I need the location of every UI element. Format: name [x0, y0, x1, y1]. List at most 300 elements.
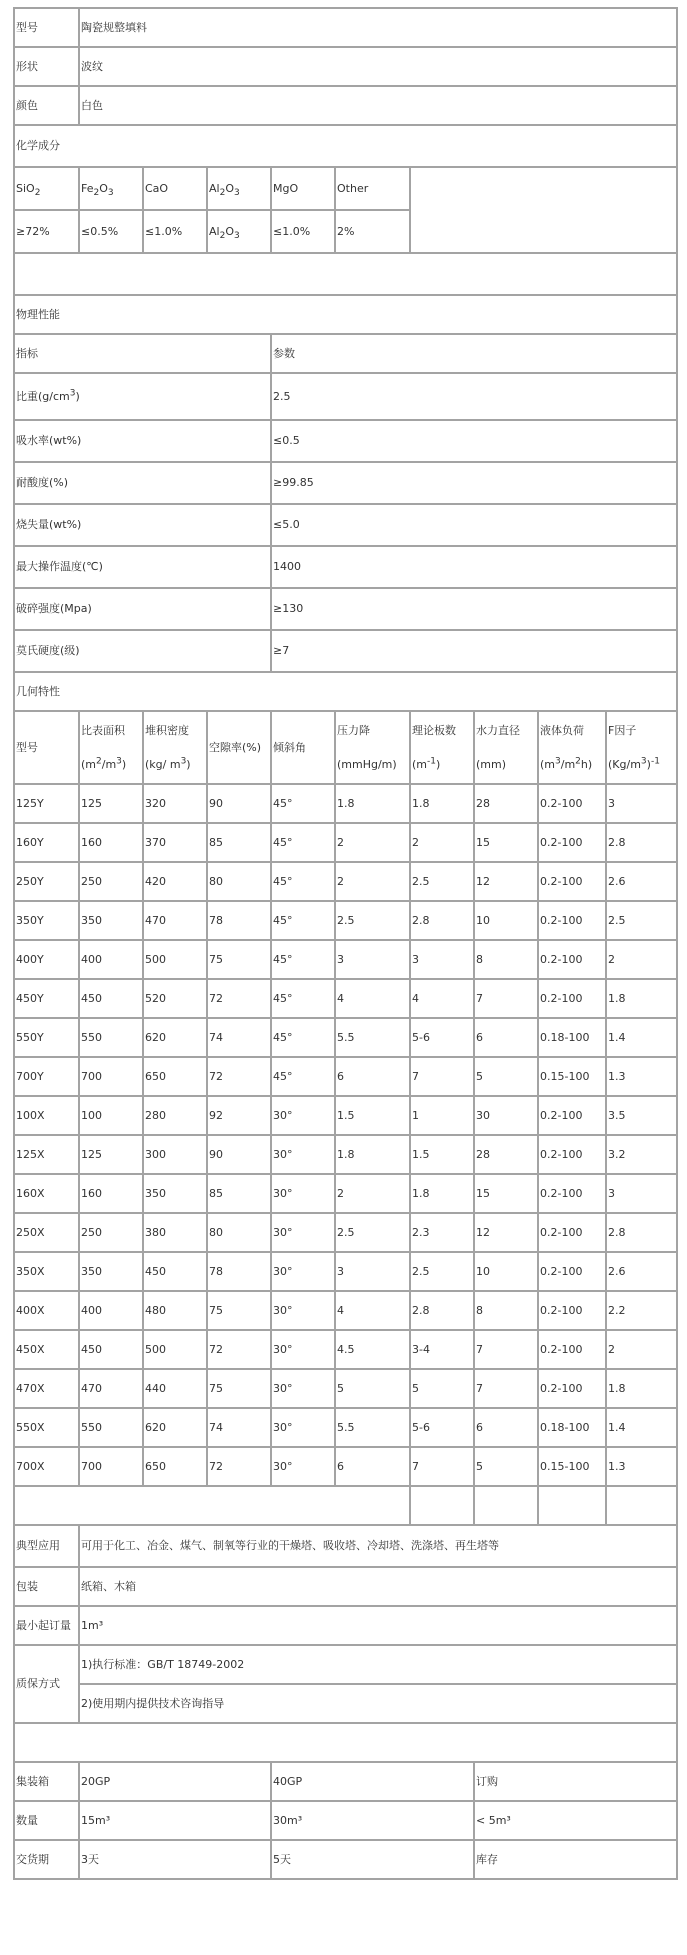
geometry-cell: 160X	[14, 1174, 79, 1213]
packing-row	[14, 1567, 677, 1606]
geometry-cell: 470	[143, 901, 207, 940]
geometry-cell: 45°	[271, 862, 335, 901]
geometry-cell: 4	[410, 979, 474, 1018]
geometry-cell: 1.5	[410, 1135, 474, 1174]
geometry-cell: 0.2-100	[538, 823, 606, 862]
geometry-cell: 90	[207, 784, 271, 823]
geometry-cell: 250	[79, 862, 143, 901]
geometry-cell: 5-6	[410, 1018, 474, 1057]
color-label: 颜色	[14, 86, 79, 125]
geometry-cell: 370	[143, 823, 207, 862]
geometry-cell: 400X	[14, 1291, 79, 1330]
empty-cell	[14, 1486, 410, 1525]
geometry-cell: 7	[410, 1447, 474, 1486]
physical-value: 1400	[271, 546, 677, 588]
geometry-cell: 74	[207, 1018, 271, 1057]
geometry-cell: 30°	[271, 1291, 335, 1330]
empty-cell	[410, 1486, 474, 1525]
geometry-cell: 1.5	[335, 1096, 410, 1135]
geometry-cell: 700	[79, 1447, 143, 1486]
container-label: 集装箱	[14, 1762, 79, 1801]
physical-value: ≥7	[271, 630, 677, 672]
geometry-cell: 1.4	[606, 1408, 677, 1447]
shape-row	[14, 47, 677, 86]
quantity-40gp: 30m³	[271, 1801, 474, 1840]
geometry-data-row	[14, 1369, 677, 1408]
geometry-cell: 125Y	[14, 784, 79, 823]
geometry-cell: 72	[207, 1330, 271, 1369]
chem-value-cao: ≤1.0%	[143, 210, 207, 253]
geometry-cell: 300	[143, 1135, 207, 1174]
geometry-cell: 250	[79, 1213, 143, 1252]
geometry-cell: 0.2-100	[538, 1252, 606, 1291]
geometry-data-row	[14, 1252, 677, 1291]
geometry-cell: 350	[79, 1252, 143, 1291]
geo-header-surface-area: 比表面积 $(m^2/m^3)$	[79, 711, 143, 784]
warranty-item: 1)执行标准：GB/T 18749-2002	[79, 1645, 677, 1684]
geometry-cell: 30	[474, 1096, 538, 1135]
geometry-cell: 125X	[14, 1135, 79, 1174]
geometry-data-row	[14, 1408, 677, 1447]
geometry-cell: 0.2-100	[538, 979, 606, 1018]
physical-row	[14, 588, 677, 630]
geometry-cell: 4	[335, 979, 410, 1018]
geometry-cell: 2.5	[606, 901, 677, 940]
chem-header-sio2: SiO$_2$	[14, 167, 79, 210]
physical-value: ≤0.5	[271, 420, 677, 462]
geo-header-hydraulic-diameter: 水力直径 (mm)	[474, 711, 538, 784]
geometry-cell: 3	[335, 940, 410, 979]
geometry-cell: 6	[335, 1447, 410, 1486]
chemical-header-row	[14, 167, 677, 210]
geometry-cell: 2.2	[606, 1291, 677, 1330]
chem-empty-cell	[410, 167, 677, 253]
chem-value-sio2: ≥72%	[14, 210, 79, 253]
geometry-data-row	[14, 1135, 677, 1174]
geometry-cell: 10	[474, 1252, 538, 1291]
quantity-20gp: 15m³	[79, 1801, 271, 1840]
physical-label: 最大操作温度(℃)	[14, 546, 271, 588]
geometry-data-row	[14, 823, 677, 862]
geometry-cell: 450	[79, 979, 143, 1018]
warranty-row	[14, 1684, 677, 1723]
application-row	[14, 1525, 677, 1567]
container-40gp: 40GP	[271, 1762, 474, 1801]
geo-header-theoretical-plates: 理论板数 $(m^{-1})$	[410, 711, 474, 784]
geometry-cell: 75	[207, 940, 271, 979]
geo-header-liquid-load: 液体负荷 $(m^3/m^2h)$	[538, 711, 606, 784]
geometry-data-row	[14, 1213, 677, 1252]
physical-title-row	[14, 295, 677, 334]
geometry-cell: 350Y	[14, 901, 79, 940]
quantity-order: < 5m³	[474, 1801, 677, 1840]
application-label: 典型应用	[14, 1525, 79, 1567]
geometry-cell: 80	[207, 1213, 271, 1252]
geometry-cell: 0.2-100	[538, 1213, 606, 1252]
geometry-cell: 12	[474, 862, 538, 901]
geo-header-angle: 倾斜角	[271, 711, 335, 784]
model-value: 陶瓷规整填料	[79, 8, 677, 47]
empty-cell	[14, 1723, 677, 1762]
geometry-cell: 30°	[271, 1447, 335, 1486]
geometry-cell: 2	[335, 862, 410, 901]
geometry-cell: 80	[207, 862, 271, 901]
empty-cell	[14, 253, 677, 295]
warranty-row	[14, 1645, 677, 1684]
geometry-cell: 550	[79, 1018, 143, 1057]
geometry-cell: 1.4	[606, 1018, 677, 1057]
geometry-cell: 74	[207, 1408, 271, 1447]
geometry-cell: 1.3	[606, 1447, 677, 1486]
geometry-cell: 280	[143, 1096, 207, 1135]
geometry-cell: 320	[143, 784, 207, 823]
geometry-cell: 550	[79, 1408, 143, 1447]
geometry-cell: 7	[474, 1330, 538, 1369]
model-label: 型号	[14, 8, 79, 47]
geometry-cell: 450	[79, 1330, 143, 1369]
geometry-cell: 28	[474, 784, 538, 823]
geometry-cell: 2.8	[606, 1213, 677, 1252]
geometry-cell: 420	[143, 862, 207, 901]
container-order: 订购	[474, 1762, 677, 1801]
physical-label: 耐酸度(%)	[14, 462, 271, 504]
chem-header-cao: CaO	[143, 167, 207, 210]
physical-label: 烧失量(wt%)	[14, 504, 271, 546]
geometry-title-row	[14, 672, 677, 711]
geometry-cell: 2.8	[606, 823, 677, 862]
empty-cell	[474, 1486, 538, 1525]
delivery-20gp: 3天	[79, 1840, 271, 1879]
geometry-cell: 0.2-100	[538, 901, 606, 940]
physical-label: 吸水率(wt%)	[14, 420, 271, 462]
geo-header-model: 型号	[14, 711, 79, 784]
geometry-cell: 30°	[271, 1369, 335, 1408]
chem-value-other: 2%	[335, 210, 410, 253]
geometry-cell: 0.2-100	[538, 1096, 606, 1135]
geometry-cell: 2.5	[410, 1252, 474, 1291]
geometry-cell: 5	[474, 1057, 538, 1096]
geometry-cell: 28	[474, 1135, 538, 1174]
geometry-cell: 72	[207, 979, 271, 1018]
geometry-cell: 1.8	[606, 979, 677, 1018]
model-row	[14, 8, 677, 47]
geometry-cell: 1.8	[335, 784, 410, 823]
geometry-cell: 30°	[271, 1213, 335, 1252]
geometry-cell: 8	[474, 940, 538, 979]
geometry-cell: 6	[335, 1057, 410, 1096]
geometry-cell: 700	[79, 1057, 143, 1096]
geometry-cell: 5.5	[335, 1408, 410, 1447]
geometry-data-row	[14, 1096, 677, 1135]
geometry-cell: 125	[79, 1135, 143, 1174]
geometry-cell: 2.5	[410, 862, 474, 901]
geometry-cell: 4	[335, 1291, 410, 1330]
geometry-spacer-row	[14, 1486, 677, 1525]
geometry-data-row	[14, 862, 677, 901]
geometry-cell: 2.6	[606, 1252, 677, 1291]
geometry-cell: 15	[474, 1174, 538, 1213]
geometry-data-row	[14, 1057, 677, 1096]
physical-value: 2.5	[271, 373, 677, 420]
chem-value-fe2o3: ≤0.5%	[79, 210, 143, 253]
geometry-cell: 45°	[271, 1057, 335, 1096]
geometry-data-row	[14, 1291, 677, 1330]
warranty-item: 2)使用期内提供技术咨询指导	[79, 1684, 677, 1723]
geometry-header-row	[14, 711, 677, 784]
geometry-cell: 5	[410, 1369, 474, 1408]
geometry-cell: 470X	[14, 1369, 79, 1408]
geometry-cell: 0.2-100	[538, 1291, 606, 1330]
packing-value: 纸箱、木箱	[79, 1567, 677, 1606]
geometry-cell: 480	[143, 1291, 207, 1330]
geometry-cell: 0.18-100	[538, 1408, 606, 1447]
geo-header-void-ratio: 空隙率(%)	[207, 711, 271, 784]
spacer-row	[14, 253, 677, 295]
physical-row	[14, 462, 677, 504]
geometry-cell: 2.8	[410, 1291, 474, 1330]
geometry-cell: 78	[207, 1252, 271, 1291]
delivery-40gp: 5天	[271, 1840, 474, 1879]
physical-col-param: 参数	[271, 334, 677, 373]
empty-cell	[538, 1486, 606, 1525]
geometry-cell: 0.2-100	[538, 1330, 606, 1369]
delivery-order: 库存	[474, 1840, 677, 1879]
geometry-cell: 350	[79, 901, 143, 940]
geometry-data-row	[14, 1330, 677, 1369]
geometry-cell: 470	[79, 1369, 143, 1408]
geometry-cell: 6	[474, 1018, 538, 1057]
geometry-cell: 400	[79, 1291, 143, 1330]
geometry-cell: 75	[207, 1369, 271, 1408]
geometry-cell: 125	[79, 784, 143, 823]
geometry-cell: 520	[143, 979, 207, 1018]
geometry-cell: 92	[207, 1096, 271, 1135]
empty-cell	[606, 1486, 677, 1525]
geometry-cell: 650	[143, 1057, 207, 1096]
geometry-cell: 400	[79, 940, 143, 979]
geo-header-bulk-density: 堆积密度 (kg/ $m^3$)	[143, 711, 207, 784]
geo-header-f-factor: F因子 $(Kg/m^3)^{-1}$	[606, 711, 677, 784]
physical-value: ≥99.85	[271, 462, 677, 504]
geometry-cell: 2.3	[410, 1213, 474, 1252]
geometry-cell: 1.8	[335, 1135, 410, 1174]
geometry-data-row	[14, 1174, 677, 1213]
physical-value: ≤5.0	[271, 504, 677, 546]
chem-header-fe2o3: $Fe_2O_3$	[79, 167, 143, 210]
warranty-label: 质保方式	[14, 1645, 79, 1723]
geometry-cell: 700X	[14, 1447, 79, 1486]
geometry-cell: 10	[474, 901, 538, 940]
geometry-cell: 160	[79, 1174, 143, 1213]
geometry-cell: 550X	[14, 1408, 79, 1447]
spacer-row	[14, 1723, 677, 1762]
geometry-data-row	[14, 901, 677, 940]
geometry-cell: 0.2-100	[538, 1369, 606, 1408]
geometry-cell: 620	[143, 1018, 207, 1057]
geometry-cell: 1.8	[410, 784, 474, 823]
chemical-section-title: 化学成分	[14, 125, 677, 167]
physical-col-indicator: 指标	[14, 334, 271, 373]
delivery-row	[14, 1840, 677, 1879]
shape-label: 形状	[14, 47, 79, 86]
geo-header-pressure-drop: 压力降 (mmHg/m)	[335, 711, 410, 784]
geometry-data-row	[14, 979, 677, 1018]
delivery-label: 交货期	[14, 1840, 79, 1879]
chem-value-mgo: ≤1.0%	[271, 210, 335, 253]
chemical-title-row	[14, 125, 677, 167]
quantity-row	[14, 1801, 677, 1840]
geometry-cell: 45°	[271, 979, 335, 1018]
geometry-cell: 550Y	[14, 1018, 79, 1057]
geometry-cell: 100X	[14, 1096, 79, 1135]
chem-header-al2o3: $Al_2O_3$	[207, 167, 271, 210]
geometry-cell: 500	[143, 940, 207, 979]
geometry-cell: 3	[410, 940, 474, 979]
geometry-cell: 2	[410, 823, 474, 862]
packing-label: 包装	[14, 1567, 79, 1606]
geometry-cell: 7	[474, 1369, 538, 1408]
chem-header-other: Other	[335, 167, 410, 210]
geometry-cell: 350X	[14, 1252, 79, 1291]
geometry-cell: 450	[143, 1252, 207, 1291]
geometry-cell: 650	[143, 1447, 207, 1486]
geometry-cell: 75	[207, 1291, 271, 1330]
geometry-cell: 350	[143, 1174, 207, 1213]
physical-section-title: 物理性能	[14, 295, 677, 334]
geometry-cell: 2	[335, 1174, 410, 1213]
moq-row	[14, 1606, 677, 1645]
physical-row	[14, 546, 677, 588]
physical-row	[14, 420, 677, 462]
geometry-cell: 3-4	[410, 1330, 474, 1369]
geometry-cell: 3	[606, 784, 677, 823]
geometry-cell: 45°	[271, 901, 335, 940]
geometry-cell: 0.2-100	[538, 1174, 606, 1213]
geometry-cell: 0.18-100	[538, 1018, 606, 1057]
product-spec-table	[13, 7, 678, 1880]
geometry-cell: 2.6	[606, 862, 677, 901]
geometry-cell: 5-6	[410, 1408, 474, 1447]
geometry-cell: 2.5	[335, 901, 410, 940]
moq-value: 1m³	[79, 1606, 677, 1645]
geometry-cell: 2	[606, 940, 677, 979]
container-row	[14, 1762, 677, 1801]
geometry-cell: 1	[410, 1096, 474, 1135]
geometry-cell: 45°	[271, 1018, 335, 1057]
geometry-cell: 2.5	[335, 1213, 410, 1252]
physical-row	[14, 373, 677, 420]
geometry-cell: 7	[410, 1057, 474, 1096]
geometry-cell: 440	[143, 1369, 207, 1408]
geometry-cell: 0.2-100	[538, 940, 606, 979]
geometry-cell: 8	[474, 1291, 538, 1330]
geometry-cell: 30°	[271, 1408, 335, 1447]
geometry-data-body	[14, 784, 677, 1486]
geometry-cell: 0.2-100	[538, 784, 606, 823]
geometry-cell: 450X	[14, 1330, 79, 1369]
application-value: 可用于化工、冶金、煤气、制氧等行业的干燥塔、吸收塔、冷却塔、洗涤塔、再生塔等	[79, 1525, 677, 1567]
container-20gp: 20GP	[79, 1762, 271, 1801]
geometry-cell: 380	[143, 1213, 207, 1252]
physical-row	[14, 630, 677, 672]
geometry-cell: 6	[474, 1408, 538, 1447]
geometry-data-row	[14, 1447, 677, 1486]
geometry-cell: 100	[79, 1096, 143, 1135]
geometry-cell: 400Y	[14, 940, 79, 979]
geometry-cell: 12	[474, 1213, 538, 1252]
geometry-cell: 500	[143, 1330, 207, 1369]
geometry-data-row	[14, 940, 677, 979]
geometry-cell: 4.5	[335, 1330, 410, 1369]
geometry-cell: 30°	[271, 1252, 335, 1291]
geometry-cell: 5	[335, 1369, 410, 1408]
geometry-cell: 620	[143, 1408, 207, 1447]
geometry-cell: 2	[335, 823, 410, 862]
color-row	[14, 86, 677, 125]
geometry-cell: 5	[474, 1447, 538, 1486]
moq-label: 最小起订量	[14, 1606, 79, 1645]
geometry-cell: 30°	[271, 1096, 335, 1135]
chem-header-mgo: MgO	[271, 167, 335, 210]
geometry-cell: 700Y	[14, 1057, 79, 1096]
geometry-cell: 72	[207, 1447, 271, 1486]
physical-header-row	[14, 334, 677, 373]
geometry-cell: 85	[207, 823, 271, 862]
geometry-cell: 3	[606, 1174, 677, 1213]
quantity-label: 数量	[14, 1801, 79, 1840]
geometry-cell: 2.8	[410, 901, 474, 940]
geometry-cell: 45°	[271, 784, 335, 823]
physical-row	[14, 504, 677, 546]
geometry-section-title: 几何特性	[14, 672, 677, 711]
geometry-cell: 1.8	[606, 1369, 677, 1408]
geometry-cell: 85	[207, 1174, 271, 1213]
chem-value-al2o3: $Al_2O_3$	[207, 210, 271, 253]
geometry-data-row	[14, 1018, 677, 1057]
geometry-cell: 0.15-100	[538, 1057, 606, 1096]
physical-label-density: 比重$(g/cm^3)$	[14, 373, 271, 420]
geometry-cell: 45°	[271, 823, 335, 862]
shape-value: 波纹	[79, 47, 677, 86]
color-value: 白色	[79, 86, 677, 125]
geometry-cell: 1.8	[410, 1174, 474, 1213]
physical-label: 破碎强度(Mpa)	[14, 588, 271, 630]
geometry-cell: 2	[606, 1330, 677, 1369]
geometry-cell: 30°	[271, 1135, 335, 1174]
geometry-cell: 3.5	[606, 1096, 677, 1135]
geometry-cell: 0.15-100	[538, 1447, 606, 1486]
geometry-cell: 7	[474, 979, 538, 1018]
geometry-cell: 0.2-100	[538, 1135, 606, 1174]
geometry-cell: 45°	[271, 940, 335, 979]
geometry-cell: 72	[207, 1057, 271, 1096]
geometry-cell: 5.5	[335, 1018, 410, 1057]
geometry-cell: 160	[79, 823, 143, 862]
geometry-cell: 1.3	[606, 1057, 677, 1096]
geometry-cell: 30°	[271, 1330, 335, 1369]
geometry-cell: 3.2	[606, 1135, 677, 1174]
geometry-cell: 250X	[14, 1213, 79, 1252]
geometry-cell: 3	[335, 1252, 410, 1291]
geometry-cell: 90	[207, 1135, 271, 1174]
geometry-cell: 30°	[271, 1174, 335, 1213]
geometry-data-row	[14, 784, 677, 823]
geometry-cell: 160Y	[14, 823, 79, 862]
physical-label: 莫氏硬度(级)	[14, 630, 271, 672]
geometry-cell: 78	[207, 901, 271, 940]
geometry-cell: 250Y	[14, 862, 79, 901]
geometry-cell: 450Y	[14, 979, 79, 1018]
